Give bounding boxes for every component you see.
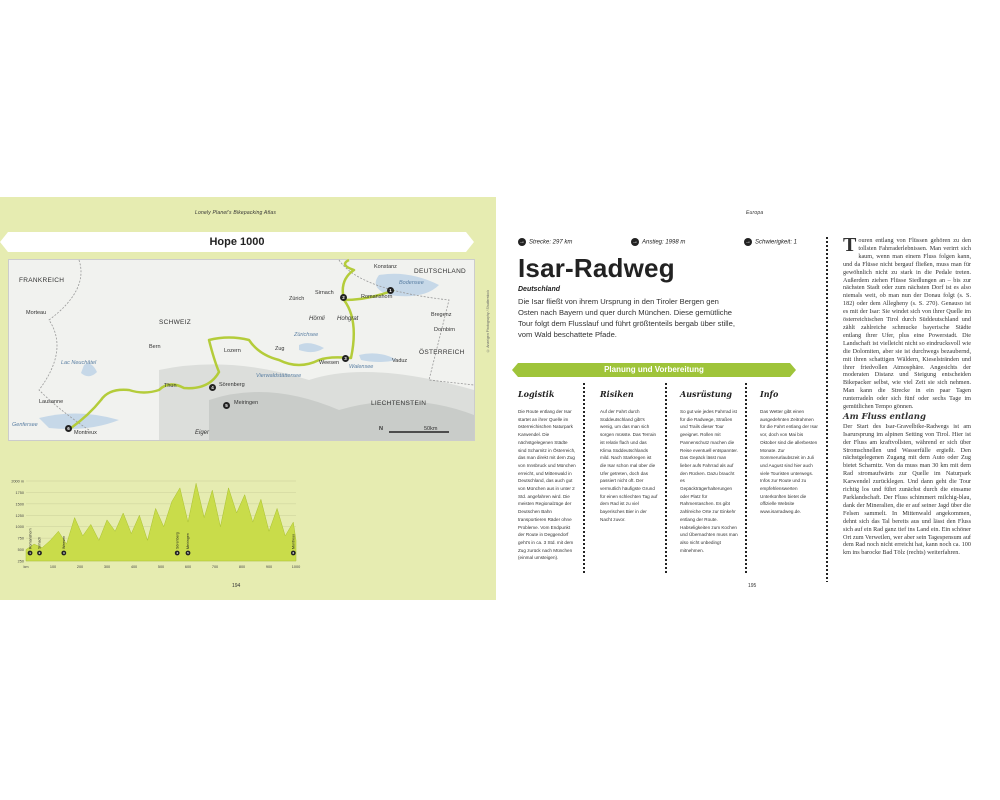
map-mountain-eiger: Eiger — [195, 430, 210, 436]
column-heading: Info — [760, 389, 779, 399]
map-label-frankreich: FRANKREICH — [19, 277, 65, 284]
map-label-schweiz: SCHWEIZ — [159, 319, 192, 326]
column-logistik — [518, 389, 576, 562]
profile-waypoint-number: 6 — [292, 551, 295, 556]
profile-place-label: Meiringen — [186, 533, 191, 549]
profile-place-label: Sörenberg — [175, 532, 180, 549]
x-tick-label: 700 — [211, 565, 219, 569]
arrow-right-icon: → — [745, 239, 751, 245]
column-ausruestung — [680, 389, 738, 554]
stat-difficulty — [744, 238, 797, 246]
map-place-vaduz: Vaduz — [392, 358, 408, 364]
map-water-lac-neuchatel: Lac Neuchâtel — [61, 360, 97, 366]
column-text: Auf der Fahrt durch Süddeutschland gibt's wenig, um das man sich sorgen müsste. Das Terrain ist relativ flach und das Klima Süddeutschlands mild. Nach Starkregen ist die Isar schon mal über die Ufer getreten, doch das passiert nicht oft. Der vermutlich häufigste Grund für einen schlechten Tag auf dem Rad ist zu viel bayerisches Bier in der Nacht zuvor. — [600, 409, 658, 522]
waypoint-6[interactable]: 6 — [65, 425, 72, 432]
map-place-montreux: Montreux — [74, 430, 97, 436]
map-label-oesterreich: ÖSTERREICH — [419, 349, 465, 356]
map-mountain-hoernli: Hörnli — [309, 316, 325, 322]
y-tick-label: 1250 — [15, 513, 24, 518]
column-divider — [583, 383, 585, 573]
stat-distance — [518, 238, 572, 246]
profile-waypoint-number: 2 — [38, 551, 41, 556]
stat-difficulty-text: Schwierigkeit: 1 — [755, 239, 798, 246]
y-tick-label: 1000 — [15, 525, 24, 530]
map-label-deutschland: DEUTSCHLAND — [414, 268, 467, 275]
map-water-zuerichsee: Zürichsee — [294, 332, 319, 338]
map-place-lozern: Lozern — [224, 348, 241, 354]
y-tick-label: 1500 — [15, 502, 24, 507]
waypoint-3[interactable]: 3 — [342, 355, 349, 362]
profile-waypoint-number: 3 — [62, 551, 65, 556]
y-tick-label: 2000 m — [11, 479, 24, 484]
map-place-sirnach: Sirnach — [315, 290, 334, 296]
map-place-bern: Bern — [149, 344, 161, 350]
map-water-walensee: Walensee — [349, 364, 374, 370]
x-tick-label: 200 — [76, 565, 84, 569]
route-title: Hope 1000 — [209, 236, 265, 248]
route-banner — [8, 232, 466, 252]
map-terrain — [9, 260, 474, 440]
map-label-liechtenstein: LIECHTENSTEIN — [371, 400, 427, 407]
body-paragraph-1: ouren entlang von Flüssen gehören zu den tollsten Fahrraderlebnissen. Man verirrt sich kaum, wenn man einem Fluss folgen kann, und da Flüsse nicht bergauf fließen, muss man für gewöhnlich nicht zu stark in die Pedale treten. Außerdem ziehen Flüsse Siedlungen an – bis zur nächsten Stadt oder zum nächsten Dorf ist es also niemals weit, ob man nun der Donau folgt (s. S. 182) oder dem Allegheny (s. S. 270). Genauso ist es mit der Isar: Sie windet sich von ihrer Quelle im österreichischen Tirol durch Süddeutschland und zählt zahlreiche schmucke bayerische Städte entlang ihrer Ufer, plus eine Powerstadt. Die Landschaft ist vielleicht nicht so eindrucksvoll wie die Dolomiten, aber sie ist durchwegs bezaubernd, mit ihren schattigen Wäldern, Kieselstränden und ihrer friedvollen Atmosphäre. Angesichts der moderaten Distanz und Steigung entscheiden Bikepacker selbst, wie viel Zeit sie sich nehmen. Man kann die Strecke in ein paar Tagen runterradeln oder sich fünf oder sechs Tage im gemütlichen Tempo gönnen. — [843, 237, 971, 411]
left-page — [0, 197, 496, 600]
column-divider — [826, 237, 828, 582]
map-place-konstanz: Konstanz — [374, 264, 397, 270]
map-place-zuerich: Zürich — [289, 296, 305, 302]
y-tick-label: 750 — [17, 536, 24, 541]
arrow-right-icon: → — [632, 239, 638, 245]
waypoint-5[interactable]: 5 — [223, 402, 230, 409]
section-title: Planung und Vorbereitung — [604, 365, 704, 374]
profile-place-label: Weesen — [62, 535, 66, 549]
x-tick-label: 300 — [103, 565, 111, 569]
section-banner — [518, 363, 790, 377]
y-tick-label: 1750 — [15, 490, 24, 495]
column-divider — [665, 383, 667, 573]
dropcap: T — [843, 234, 857, 256]
map-place-romanshorn: Romanshorn — [361, 294, 393, 300]
x-tick-label: km — [23, 565, 29, 569]
map-water-genfersee: Genfersee — [12, 422, 38, 428]
map-place-meiringen: Meiringen — [234, 400, 259, 406]
column-heading: Risiken — [600, 389, 634, 399]
x-tick-label: 900 — [265, 565, 273, 569]
right-page — [496, 197, 1000, 600]
body-heading: Am Fluss entlang — [843, 411, 926, 422]
x-tick-label: 400 — [130, 565, 138, 569]
page-number-left: 194 — [232, 583, 241, 589]
x-tick-label: 1000 — [291, 565, 301, 569]
elevation-area — [26, 483, 296, 561]
map-water-bodensee: Bodensee — [399, 280, 424, 286]
x-tick-label: 600 — [184, 565, 192, 569]
page-subtitle: Deutschland — [518, 286, 561, 293]
column-heading: Ausrüstung — [680, 389, 732, 399]
map-place-morteau: Morteau — [26, 310, 47, 316]
x-tick-label: 100 — [49, 565, 57, 569]
map-place-lausanne: Lausanne — [39, 399, 64, 405]
stat-ascent-text: Anstieg: 1998 m — [642, 239, 686, 246]
body-paragraph-2: Der Start des Isar-Gravelbike-Radwegs ist am Isarursprung im alpinen Setting von Tirol. Hier ist der Fluss am kraftvollsten, während er sich über Stromschnellen und Wasserfälle ergießt. Den nächstgelegenen Zugang mit dem Auto oder Zug bietet Scharnitz. Von da muss man 30 km mit dem Rad stromaufwärts zur Quelle im Naturpark Karwendel zurücklegen. Und dann geht die Tour richtig los und führt zunächst durch die einsame Parklandschaft. Der Fluss schimmert milchig-blau, dank der Mineralien, die er auf seiner Jagd über die Felsen sammelt. In Mittenwald angekommen, dehnt sich das Tal bereits aus und lässt den Fluss sich auf ein Rad ganz tief ins Land ein. Ein schöner Ort zum Verweilen, wer aber sein Tagespensum auf dem Rad noch nicht erreicht hat, kann noch ca. 100 km ins barocke Bad Tölz (rechts) weiterfahren. — [843, 422, 971, 557]
column-heading: Logistik — [518, 389, 555, 399]
map-place-dornbirn: Dornbirn — [434, 327, 456, 333]
intro-text: Die Isar fließt von ihrem Ursprung in den Tiroler Bergen gen Osten nach Bayern und quer durch München. Diese gemütliche Tour folgt dem Flusslauf und führt größtenteils bergab über stille, vom Wald beschattete Pfade. — [518, 297, 735, 339]
map-place-soerenberg: Sörenberg — [219, 382, 245, 388]
photo-credit: © Anzeigen Photography / Shutterstock — [486, 290, 490, 353]
profile-waypoint-number: 1 — [29, 551, 31, 556]
x-tick-label: 500 — [157, 565, 165, 569]
profile-place-label: Romanshorn — [28, 528, 33, 549]
waypoint-4[interactable]: 4 — [209, 384, 216, 391]
column-risiken — [600, 389, 658, 524]
map-place-weesen: Weesen — [319, 360, 340, 366]
y-tick-label: 250 — [17, 559, 24, 564]
elevation-profile — [8, 477, 301, 572]
map-place-bregenz: Bregenz — [431, 312, 452, 318]
running-head-right: Europa — [746, 210, 764, 216]
column-divider — [745, 383, 747, 573]
arrow-right-icon: → — [519, 239, 525, 245]
column-text: So gut wie jedes Fahrrad ist für die Radwege, Straßen und Trails dieser Tour geeignet. Rollen mit Pannenschutz machen die Reise eventuell entspannter. Das Gepäck lässt man lieber aufs Fahrrad als auf den Rücken. Dazu braucht es Gepäckträgerhalterungen oder Platz für Rahmentaschen. Es gibt zahlreiche Orte zur Einkehr entlang der Route. Habseligkeiten zum Kochen und Übernachten muss man also nicht unbedingt mitnehmen. — [680, 409, 738, 553]
stat-distance-text: Strecke: 297 km — [529, 239, 573, 246]
profile-waypoint-number: 5 — [187, 551, 189, 556]
column-text: Das Wetter gibt einen ausgedehnten Zeitrahmen für die Fahrt entlang der Isar vor, doch von Mai bis Oktober sind die allerbesten Monate. Zur Sommerurlaubszeit im Juli und August sind hier auch viele Touristen unterwegs. Infos zur Route und zu empfehlenswerten Unterkünften bietet die offizielle Website www.isarradweg.de. — [760, 409, 818, 515]
x-tick-label: 800 — [238, 565, 246, 569]
stat-ascent — [631, 238, 685, 246]
map-water-vierwaldstaettersee: Vierwaldstättersee — [256, 373, 302, 379]
map-place-thun: Thun — [164, 383, 177, 389]
page-title: Isar-Radweg — [518, 253, 675, 283]
page-number-right: 195 — [748, 583, 757, 589]
body-text — [843, 234, 971, 557]
map-place-zug: Zug — [275, 346, 285, 352]
column-info — [760, 389, 818, 516]
map-scale: 50km — [424, 426, 438, 432]
profile-place-label: Sirnach — [37, 536, 42, 549]
route-map[interactable] — [8, 259, 475, 441]
profile-waypoint-number: 4 — [176, 551, 179, 556]
waypoint-1[interactable]: 1 — [387, 287, 394, 294]
north-arrow-icon: N — [379, 426, 383, 432]
column-text: Die Route entlang der Isar startet an ihrer Quelle im österreichischen Naturpark Karwendel. Die nächstgelegenen Städte sind Scharnitz in Österreich, das man direkt mit dem Zug von Innsbruck und München erreicht, und Mittenwald in Deutschland, das auch gut von München aus in unter 2 Std. angefahren wird. Die meisten Regionalzüge der Deutschen Bahn transportieren Räder ohne Probleme. Vom Endpunkt der Route in Deggendorf geht's in ca. 3 Std. mit dem Zug zurück nach München (einmal umsteigen). — [518, 409, 576, 561]
y-tick-label: 500 — [17, 548, 24, 553]
profile-place-label: Montreux — [291, 534, 296, 549]
waypoint-2[interactable]: 2 — [340, 294, 347, 301]
running-head-left: Lonely Planet's Bikepacking Atlas — [195, 210, 277, 216]
map-mountain-hohgrat: Hohgrat — [337, 316, 359, 322]
